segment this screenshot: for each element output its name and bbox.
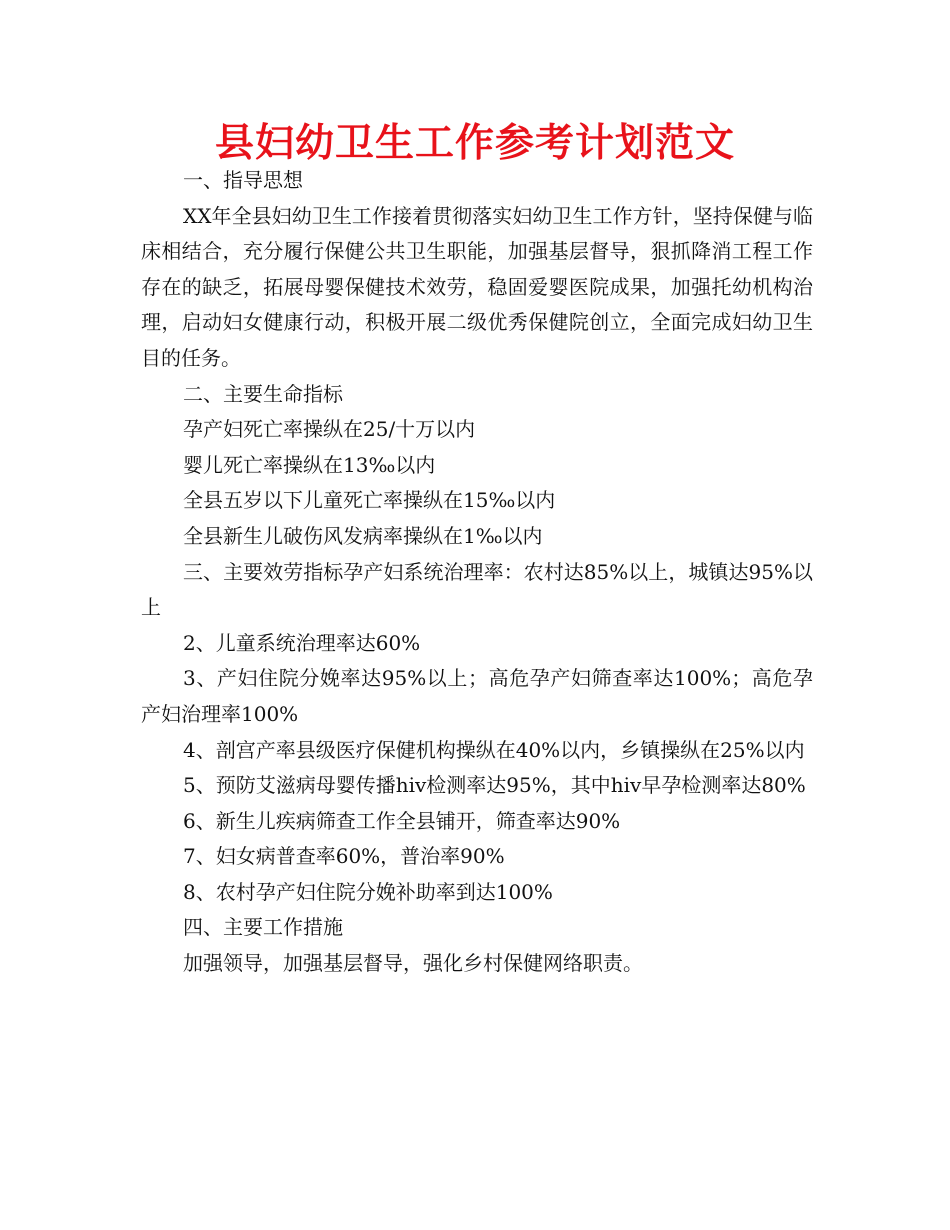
list-item: 全县新生儿破伤风发病率操纵在1‰以内 <box>183 523 543 548</box>
section-heading: 三、主要效劳指标孕产妇系统治理率：农村达85%以上，城镇达95%以上 <box>141 559 813 620</box>
section-heading: 二、主要生命指标 <box>183 381 343 406</box>
list-item: 3、产妇住院分娩率达95%以上；高危孕产妇筛查率达100%；高危孕产妇治理率100% <box>141 666 813 726</box>
paragraph: XX年全县妇幼卫生工作接着贯彻落实妇幼卫生工作方针，坚持保健与临床相结合，充分履行保健公共卫生职能，加强基层督导，狠抓降消工程工作存在的缺乏，拓展母婴保健技术效劳，稳固爱婴医院成果，加强托幼机构治理，启动妇女健康行动，积极开展二级优秀保健院创立，全面完成妇幼卫生目的任务。 <box>141 203 813 370</box>
list-item: 5、预防艾滋病母婴传播hiv检测率达95%，其中hiv早孕检测率达80% <box>183 773 806 798</box>
list-item: 6、新生儿疾病筛查工作全县铺开，筛查率达90% <box>183 808 621 833</box>
list-item: 全县五岁以下儿童死亡率操纵在15‰以内 <box>183 488 556 513</box>
section-heading: 四、主要工作措施 <box>183 915 343 940</box>
document-title: 县妇幼卫生工作参考计划范文 <box>214 121 735 166</box>
paragraph: 加强领导，加强基层督导，强化乡村保健网络职责。 <box>183 951 643 976</box>
list-item: 7、妇女病普查率60%，普治率90% <box>183 844 505 869</box>
list-item: 4、剖宫产率县级医疗保健机构操纵在40%以内，乡镇操纵在25%以内 <box>183 737 805 762</box>
list-item: 2、儿童系统治理率达60% <box>183 630 421 655</box>
list-item: 婴儿死亡率操纵在13‰以内 <box>183 452 436 477</box>
document-body <box>141 163 813 982</box>
list-item: 孕产妇死亡率操纵在25/十万以内 <box>183 417 476 442</box>
list-item: 8、农村孕产妇住院分娩补助率到达100% <box>183 879 553 904</box>
section-heading: 一、指导思想 <box>183 168 303 192</box>
